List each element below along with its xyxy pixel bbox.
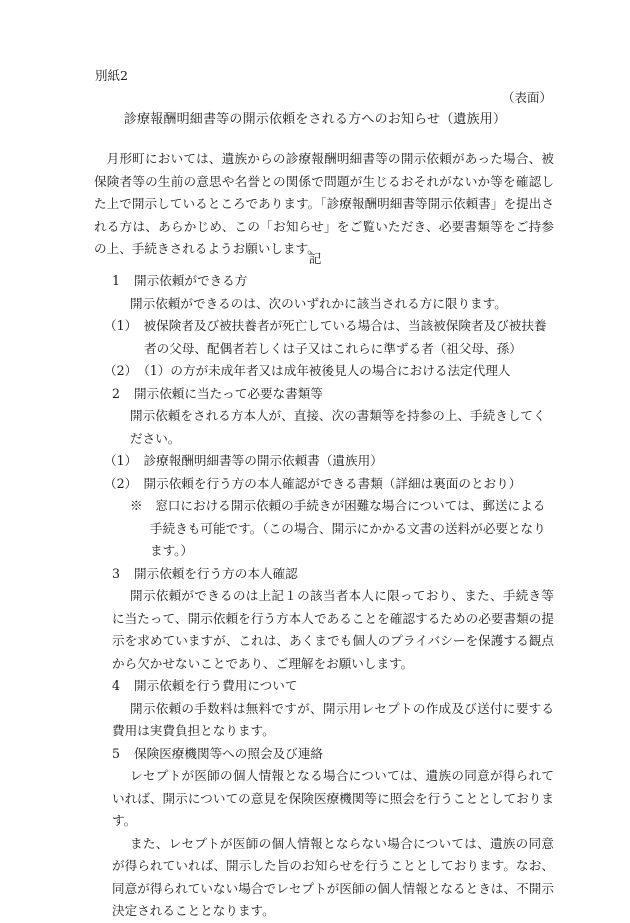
section-title: 開示依頼ができる方 xyxy=(134,273,248,288)
section-heading xyxy=(94,383,554,406)
item-number: （2） xyxy=(104,475,131,491)
section-number: 3 xyxy=(112,565,121,581)
section-title: 開示依頼を行う方の本人確認 xyxy=(134,565,298,581)
item-number: （1） xyxy=(104,318,131,333)
section-heading xyxy=(94,743,554,766)
note-mark: ※ xyxy=(130,498,143,513)
list-item xyxy=(94,450,554,473)
document-title: 診療報酬明細書等の開示依頼をされる方へのお知らせ（遺族用） xyxy=(123,112,507,127)
side-label: （表面） xyxy=(501,90,552,105)
item-text: 被保険者及び被扶養者が死亡している場合は、当該被保険者及び被扶養者の父母、配偶者若しくは子又はこれらに準ずる者（祖父母、孫） xyxy=(143,318,547,356)
section-body: また、レセプトが医師の個人情報とならない場合については、遺族の同意が得られていれば、開示した旨のお知らせを行うこととしております。なお、同意が得られていない場合でレセプトが医師の個人情報となるときは、不開示決定されることとなります。 xyxy=(112,835,554,918)
note xyxy=(94,495,554,563)
section-number: 5 xyxy=(112,745,121,761)
list-item xyxy=(94,360,554,383)
list-item xyxy=(94,473,554,496)
section-lead: 開示依頼をされる方本人が、直接、次の書類等を持参の上、手続きしてください。 xyxy=(130,408,546,446)
intro-paragraph: 月形町においては、遺族からの診療報酬明細書等の開示依頼があった場合、被保険者等の生前の意思や名誉との関係で問題が生じるおそれがないか等を確認した上で開示しているところであります。「診療報酬明細書等開示依頼書」を提出される方は、あらかじめ、この「お知らせ」をご覧いただき、必要書類等をご持参の上、手続きされるようお願いします。 xyxy=(94,151,554,256)
section-number: 2 xyxy=(112,385,121,401)
section-number: 1 xyxy=(112,273,121,288)
item-text: 診療報酬明細書等の開示依頼書（遺族用） xyxy=(143,453,383,468)
section-heading xyxy=(94,675,554,698)
attachment-label: 別紙2 xyxy=(95,68,128,83)
item-number: （1） xyxy=(104,453,131,468)
section-body: レセプトが医師の個人情報となる場合については、遺族の同意が得られていれば、開示についての意見を保険医療機関等に照会を行うこととしております。 xyxy=(112,768,554,828)
section-title: 保険医療機関等への照会及び連絡 xyxy=(134,745,323,761)
section-lead: 開示依頼ができるのは、次のいずれかに該当される方に限ります。 xyxy=(130,295,507,311)
item-text: （1）の方が未成年者又は成年被後見人の場合における法定代理人 xyxy=(143,363,511,378)
note-text: 窓口における開示依頼の手続きが困難な場合については、郵送による手続きも可能です。（この場合、開示にかかる文書の送料が必要となります。） xyxy=(150,498,546,558)
section-body: 開示依頼の手数料は無料ですが、開示用レセプトの作成及び送付に要する費用は実費負担となります。 xyxy=(112,700,554,738)
section-number: 4 xyxy=(112,678,121,693)
item-text: 開示依頼を行う方の本人確認ができる書類（詳細は裏面のとおり） xyxy=(143,475,522,491)
section-heading xyxy=(94,563,554,586)
ki-heading: 記 xyxy=(308,251,322,266)
item-number: （2） xyxy=(104,363,131,378)
section-body: 開示依頼ができるのは上記１の該当者本人に限っており、また、手続き等に当たって、開示依頼を行う方本人であることを確認するための必要書類の提示を求めていますが、これは、あくまでも個人のプライバシーを保護する観点から欠かせないことであり、ご理解をお願いします。 xyxy=(112,588,554,671)
section-heading xyxy=(94,270,554,293)
section-title: 開示依頼に当たって必要な書類等 xyxy=(134,385,323,401)
list-item xyxy=(94,315,554,360)
section-title: 開示依頼を行う費用について xyxy=(134,678,298,693)
document-body xyxy=(94,270,554,923)
